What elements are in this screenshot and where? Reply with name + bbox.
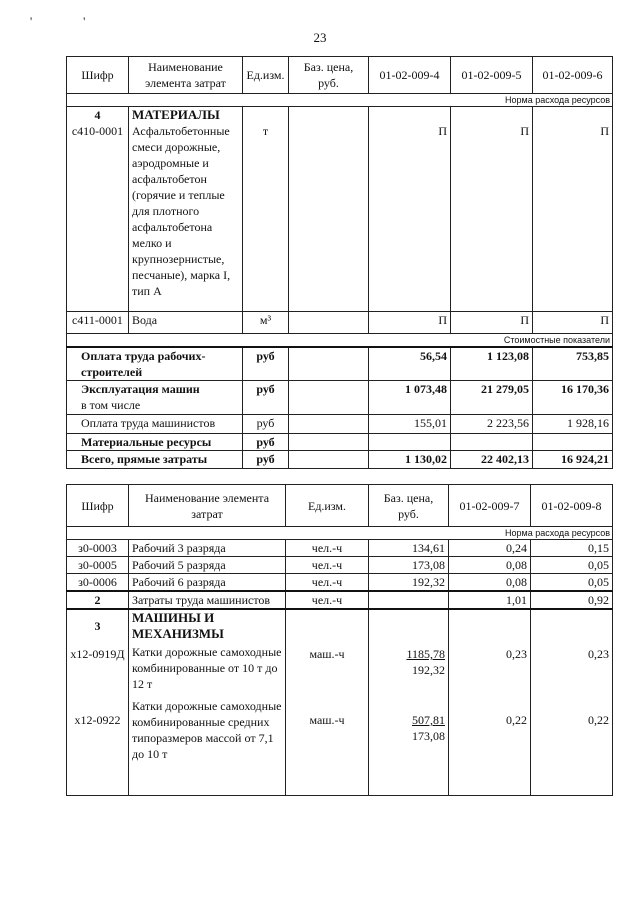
col-code-8: 01-02-009-8 xyxy=(531,485,613,527)
cost-value-6: 16 924,21 xyxy=(533,451,613,469)
page-number: 23 xyxy=(313,30,327,45)
machine-value-8: 0,23 xyxy=(588,647,609,661)
row-value-6: П xyxy=(600,124,609,138)
col-code: Шифр xyxy=(67,485,129,527)
cost-name: Эксплуатация машин xyxy=(81,382,200,396)
table-row xyxy=(67,574,613,592)
header-row xyxy=(67,57,613,94)
cost-value-6: 16 170,36 xyxy=(533,381,613,415)
machines-table xyxy=(66,484,613,796)
row-price xyxy=(289,312,369,334)
table-row xyxy=(67,107,613,312)
labor-row xyxy=(67,591,613,609)
machine-price: 507,81 xyxy=(412,713,445,727)
col-unit: Ед.изм. xyxy=(243,57,289,94)
norm-row xyxy=(67,94,613,107)
row-value-5: П xyxy=(451,312,533,334)
cost-label-row xyxy=(67,334,613,348)
cost-unit: руб xyxy=(243,434,289,451)
row-unit: чел.-ч xyxy=(286,540,369,557)
row-unit: чел.-ч xyxy=(286,574,369,592)
row-price: 192,32 xyxy=(369,574,449,592)
cost-value-4 xyxy=(369,434,451,451)
col-name: Наименование элемента затрат xyxy=(129,57,243,94)
norm-label: Норма расхода ресурсов xyxy=(67,94,613,107)
cost-row xyxy=(67,434,613,451)
machine-unit: маш.-ч xyxy=(309,713,345,727)
cost-row xyxy=(67,381,613,415)
machine-price: 1185,78 xyxy=(406,647,445,661)
table-row xyxy=(67,540,613,557)
cost-value-6: 753,85 xyxy=(533,347,613,381)
row-name: Вода xyxy=(129,312,243,334)
cost-name: Оплата труда рабочих-строителей xyxy=(67,347,243,381)
row-price xyxy=(289,107,369,312)
row-code: з0-0005 xyxy=(67,557,129,574)
row-name: Асфальтобетонные смеси дорожные, аэродромные и асфальтобетон (горячие и теплые для плотного асфальтобетона мелко и крупнозернистые, песчаные), марка I, тип А xyxy=(132,124,231,298)
cost-value-4: 56,54 xyxy=(369,347,451,381)
row-value-7: 0,24 xyxy=(449,540,531,557)
col-unit: Ед.изм. xyxy=(286,485,369,527)
labor-name: Затраты труда машинистов xyxy=(129,591,286,609)
header-row xyxy=(67,485,613,527)
col-price: Баз. цена, руб. xyxy=(369,485,449,527)
row-unit: т xyxy=(262,124,269,138)
cost-value-4: 1 073,48 xyxy=(369,381,451,415)
cost-unit: руб xyxy=(243,381,289,415)
cost-name: Всего, прямые затраты xyxy=(67,451,243,469)
col-code-4: 01-02-009-4 xyxy=(369,57,451,94)
row-code: з0-0003 xyxy=(67,540,129,557)
cost-value-5 xyxy=(451,434,533,451)
machines-block xyxy=(67,609,613,795)
cost-sub: в том числе xyxy=(81,398,141,412)
col-code-6: 01-02-009-6 xyxy=(533,57,613,94)
cost-value-6: 1 928,16 xyxy=(533,415,613,434)
cost-name: Материальные ресурсы xyxy=(67,434,243,451)
machine-wage: 173,08 xyxy=(412,729,445,743)
section-title: МАТЕРИАЛЫ xyxy=(132,107,220,122)
row-value-7: 0,08 xyxy=(449,557,531,574)
section-title: МАШИНЫ И МЕХАНИЗМЫ xyxy=(132,610,224,641)
col-name: Наименование элемента затрат xyxy=(129,485,286,527)
machine-value-7: 0,22 xyxy=(506,713,527,727)
cost-value-5: 21 279,05 xyxy=(451,381,533,415)
cost-value-4: 1 130,02 xyxy=(369,451,451,469)
col-code-7: 01-02-009-7 xyxy=(449,485,531,527)
row-code: с411-0001 xyxy=(67,312,129,334)
cost-unit: руб xyxy=(243,415,289,434)
norm-row xyxy=(67,527,613,540)
machine-wage: 192,32 xyxy=(412,663,445,677)
machine-name: Катки дорожные самоходные комбинированные средних типоразмеров массой от 7,1 до 10 т xyxy=(132,699,282,761)
machine-value-8: 0,22 xyxy=(588,713,609,727)
row-price: 134,61 xyxy=(369,540,449,557)
row-value-4: П xyxy=(438,124,447,138)
cost-row xyxy=(67,347,613,381)
row-value-8: 0,15 xyxy=(531,540,613,557)
machine-code: х12-0922 xyxy=(74,713,121,727)
row-value-5: П xyxy=(520,124,529,138)
machine-code: х12-0919Д xyxy=(70,647,125,661)
row-name: Рабочий 6 разряда xyxy=(129,574,286,592)
norm-label: Норма расхода ресурсов xyxy=(67,527,613,540)
row-price: 173,08 xyxy=(369,557,449,574)
labor-number: 2 xyxy=(67,591,129,609)
cost-value-4: 155,01 xyxy=(369,415,451,434)
materials-table xyxy=(66,56,613,469)
row-code: с410-0001 xyxy=(71,124,124,138)
labor-value-7: 1,01 xyxy=(449,591,531,609)
cost-value-6 xyxy=(533,434,613,451)
col-price: Баз. цена, руб. xyxy=(289,57,369,94)
row-code: з0-0006 xyxy=(67,574,129,592)
col-code: Шифр xyxy=(67,57,129,94)
row-value-8: 0,05 xyxy=(531,557,613,574)
row-name: Рабочий 3 разряда xyxy=(129,540,286,557)
cost-value-5: 2 223,56 xyxy=(451,415,533,434)
row-value-4: П xyxy=(369,312,451,334)
labor-unit: чел.-ч xyxy=(286,591,369,609)
cost-row xyxy=(67,415,613,434)
cost-row xyxy=(67,451,613,469)
row-value-8: 0,05 xyxy=(531,574,613,592)
machine-unit: маш.-ч xyxy=(309,647,345,661)
cost-name: Оплата труда машинистов xyxy=(67,415,243,434)
cost-unit: руб xyxy=(243,347,289,381)
section-number: 3 xyxy=(94,619,101,633)
machine-name: Катки дорожные самоходные комбинированные от 10 т до 12 т xyxy=(132,645,282,691)
row-name: Рабочий 5 разряда xyxy=(129,557,286,574)
cost-value-5: 22 402,13 xyxy=(451,451,533,469)
corner-marks: ' ' xyxy=(30,14,110,28)
col-code-5: 01-02-009-5 xyxy=(451,57,533,94)
row-value-7: 0,08 xyxy=(449,574,531,592)
machine-value-7: 0,23 xyxy=(506,647,527,661)
row-unit: чел.-ч xyxy=(286,557,369,574)
section-number: 4 xyxy=(94,108,101,122)
row-unit: м³ xyxy=(243,312,289,334)
cost-value-5: 1 123,08 xyxy=(451,347,533,381)
row-value-6: П xyxy=(533,312,613,334)
cost-unit: руб xyxy=(243,451,289,469)
cost-label: Стоимостные показатели xyxy=(67,334,613,348)
table-row xyxy=(67,312,613,334)
table-row xyxy=(67,557,613,574)
labor-value-8: 0,92 xyxy=(531,591,613,609)
